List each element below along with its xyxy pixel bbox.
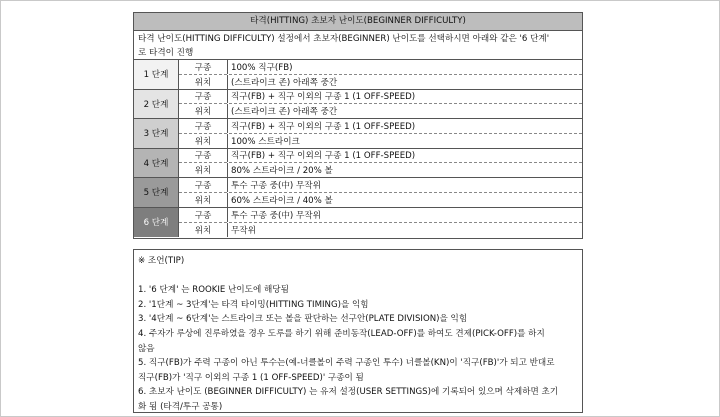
stage-pitch-row (179, 149, 582, 164)
beginner-difficulty-table (133, 12, 583, 239)
tip-lines (138, 283, 578, 414)
pitch-value: 직구(FB) + 직구 이외의 구종 1 (1 OFF-SPEED) (231, 121, 416, 132)
stage-body (179, 149, 582, 178)
pitch-key: 구종 (179, 208, 228, 222)
stage-location-row (179, 223, 582, 237)
pitch-value: 직구(FB) + 직구 이외의 구종 1 (1 OFF-SPEED) (231, 92, 416, 103)
tip-line: 3. '4단계 ~ 6단계'는 스트라이크 또는 볼을 판단하는 선구안(PLATE DIVISION)을 익힘 (138, 314, 468, 325)
pitch-key: 구종 (179, 149, 228, 163)
stage-location-row (179, 163, 582, 177)
stage-list (134, 60, 582, 237)
stage-label: 2 단계 (134, 90, 179, 119)
tip-line: 6. 초보자 난이도 (BEGINNER DIFFICULTY) 는 유저 설정(USER SETTINGS)에 기록되어 있으며 삭제하면 초기 (138, 387, 559, 398)
pitch-value: 투수 구종 중(中) 무작위 (231, 210, 321, 221)
tip-box (133, 249, 583, 413)
stage-label: 4 단계 (134, 149, 179, 178)
location-key: 위치 (179, 134, 228, 148)
tip-title: ※ 조언(TIP) (138, 256, 185, 266)
tip-line: 4. 주자가 루상에 진루하였을 경우 도루를 하기 위해 준비동작(LEAD-OFF)를 하여도 견제(PICK-OFF)를 하지 (138, 328, 545, 339)
stage-pitch-row (179, 60, 582, 75)
stage-body (179, 90, 582, 119)
table-intro (134, 31, 582, 60)
stage-label: 6 단계 (134, 208, 179, 238)
pitch-key: 구종 (179, 60, 228, 74)
stage-row (134, 149, 582, 179)
pitch-key: 구종 (179, 119, 228, 133)
tip-line: 5. 직구(FB)가 주력 구종이 아닌 투수는(예-너클볼이 주력 구종인 투수) 너클볼(KN)이 '직구(FB)'가 되고 반대로 (138, 358, 555, 369)
location-key: 위치 (179, 223, 228, 237)
pitch-key: 구종 (179, 90, 228, 104)
stage-pitch-row (179, 119, 582, 134)
stage-pitch-row (179, 90, 582, 105)
stage-row (134, 60, 582, 90)
pitch-value: 100% 직구(FB) (231, 62, 293, 73)
stage-label: 3 단계 (134, 119, 179, 148)
location-value: 80% 스트라이크 / 20% 볼 (231, 166, 333, 177)
stage-body (179, 60, 582, 89)
pitch-value: 투수 구종 중(中) 무작위 (231, 180, 321, 191)
location-value: 무작위 (231, 225, 256, 236)
location-value: 60% 스트라이크 / 40% 볼 (231, 195, 333, 206)
stage-location-row (179, 134, 582, 148)
stage-pitch-row (179, 178, 582, 193)
stage-label: 5 단계 (134, 178, 179, 207)
pitch-value: 직구(FB) + 직구 이외의 구종 1 (1 OFF-SPEED) (231, 151, 416, 162)
stage-body (179, 208, 582, 238)
stage-row (134, 90, 582, 120)
stage-location-row (179, 104, 582, 118)
tip-line: 직구(FB)가 '직구 이외의 구종 1 (1 OFF-SPEED)' 구종이 됨 (138, 372, 364, 383)
location-key: 위치 (179, 75, 228, 89)
stage-label: 1 단계 (134, 60, 179, 89)
stage-pitch-row (179, 208, 582, 223)
location-key: 위치 (179, 104, 228, 118)
stage-location-row (179, 75, 582, 89)
location-value: 100% 스트라이크 (231, 136, 300, 147)
table-title: 타격(HITTING) 초보자 난이도(BEGINNER DIFFICULTY) (134, 13, 582, 31)
stage-body (179, 178, 582, 207)
tip-line: 화 됨 (타격/투구 공통) (138, 401, 223, 412)
stage-location-row (179, 193, 582, 207)
pitch-key: 구종 (179, 178, 228, 192)
intro-line-1: 타격 난이도(HITTING DIFFICULTY) 설정에서 초보자(BEGINNER) 난이도를 선택하시면 아래와 같은 '6 단계' (138, 34, 550, 44)
location-value: (스트라이크 존) 아래쪽 중간 (231, 107, 338, 118)
tip-line: 않음 (138, 343, 155, 354)
stage-row (134, 119, 582, 149)
tip-line: 2. '1단계 ~ 3단계'는 타격 타이밍(HITTING TIMING)을 익힘 (138, 299, 369, 310)
location-key: 위치 (179, 163, 228, 177)
location-value: (스트라이크 존) 아래쪽 중간 (231, 77, 338, 88)
stage-row (134, 208, 582, 238)
stage-row (134, 178, 582, 208)
stage-body (179, 119, 582, 148)
intro-line-2: 로 타격이 진행 (138, 48, 194, 58)
location-key: 위치 (179, 193, 228, 207)
tip-line: 1. '6 단계' 는 ROOKIE 난이도에 해당됨 (138, 285, 289, 296)
